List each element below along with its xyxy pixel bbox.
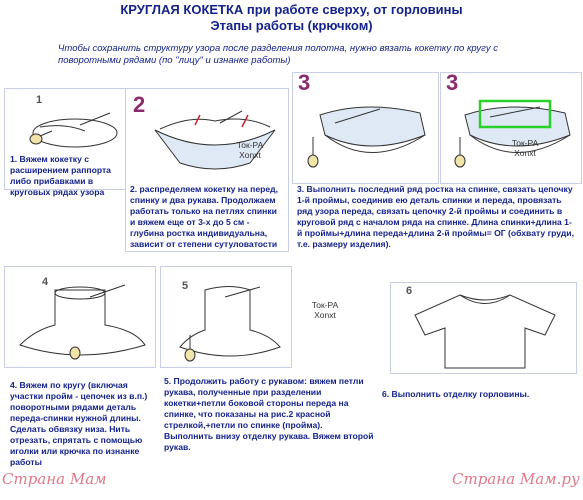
step-2-author-mark: Ток-РА Xonxt (236, 140, 264, 160)
step-6-text: 6. Выполнить отделку горловины. (382, 389, 530, 399)
step-4-illustration (15, 285, 150, 365)
step-2-number: 2 (133, 92, 146, 117)
step-5-illustration (175, 285, 285, 365)
step-3a-number: 3 (298, 70, 311, 95)
step-3a-illustration (305, 95, 435, 175)
step-1-illustration (10, 105, 120, 155)
subtitle-line: Этапы работы (крючком) (210, 18, 373, 33)
watermark-right: Страна Мам.ру (452, 470, 580, 488)
step-5-text: 5. Продолжить работу с рукавом: вяжем петли рукава, полученные при разделении кокетки+петли боковой стороны переда на спинке, что показаны на рис.2 красной стрелкой,+петли по спинке (пройма). Выполнить внизу отделку рукава. Вяжем второй рукав. (164, 376, 374, 452)
watermark-left: Страна Мам (2, 470, 107, 488)
page-title (0, 2, 583, 34)
intro-text: Чтобы сохранить структуру узора после разделения полотна, нужно вязать кокетку по кругу с поворотными рядами (по "лицу" и изнанке работы) (58, 43, 498, 66)
step-2-text: 2. распределяем кокетку на перед, спинку и два рукава. Продолжаем работать только на петлях спинки и вяжем еще от 3-х до 5 см - глубина ростка индивидуальна, зависит от степени сутуловатости (130, 184, 278, 249)
step-1-text: 1. Вяжем кокетку с расширением раппорта либо прибавками в круговых рядах узора (10, 154, 111, 197)
step-6-illustration (405, 290, 565, 370)
step-1-number: 1 (36, 94, 43, 106)
step-3b-author-mark: Ток-РА Xonxt (511, 138, 539, 158)
step-5-number: 5 (182, 280, 189, 292)
step-4-text: 4. Вяжем по кругу (включая участки пройм - цепочек из в.п.) поворотными рядами деталь переда-спинки нужной длины. Сделать обвязку низа. Нить отрезать, спрятать с помощью иголки или крючка по изнанке работы (10, 380, 148, 467)
step-3b-number: 3 (446, 70, 459, 95)
step-6-number: 6 (406, 285, 413, 297)
title-line: КРУГЛАЯ КОКЕТКА при работе сверху, от горловины (120, 2, 463, 17)
step-3-text: 3. Выполнить последний ряд ростка на спинке, связать цепочку 1-й проймы, соединив ею деталь спинки и переда, провязать ряд узора переда, связать цепочку 2-й проймы и соединить в круговой ряд с началом ряда на спинке. Длина спинки+длина 1-й проймы+длина переда+длина 2-й проймы= ОГ (обхвату груди, т.е. размеру изделия). (297, 184, 574, 249)
center-author-mark: Ток-РА Xonxt (311, 300, 339, 320)
step-3b-illustration (450, 95, 580, 175)
step-4-number: 4 (42, 276, 49, 288)
